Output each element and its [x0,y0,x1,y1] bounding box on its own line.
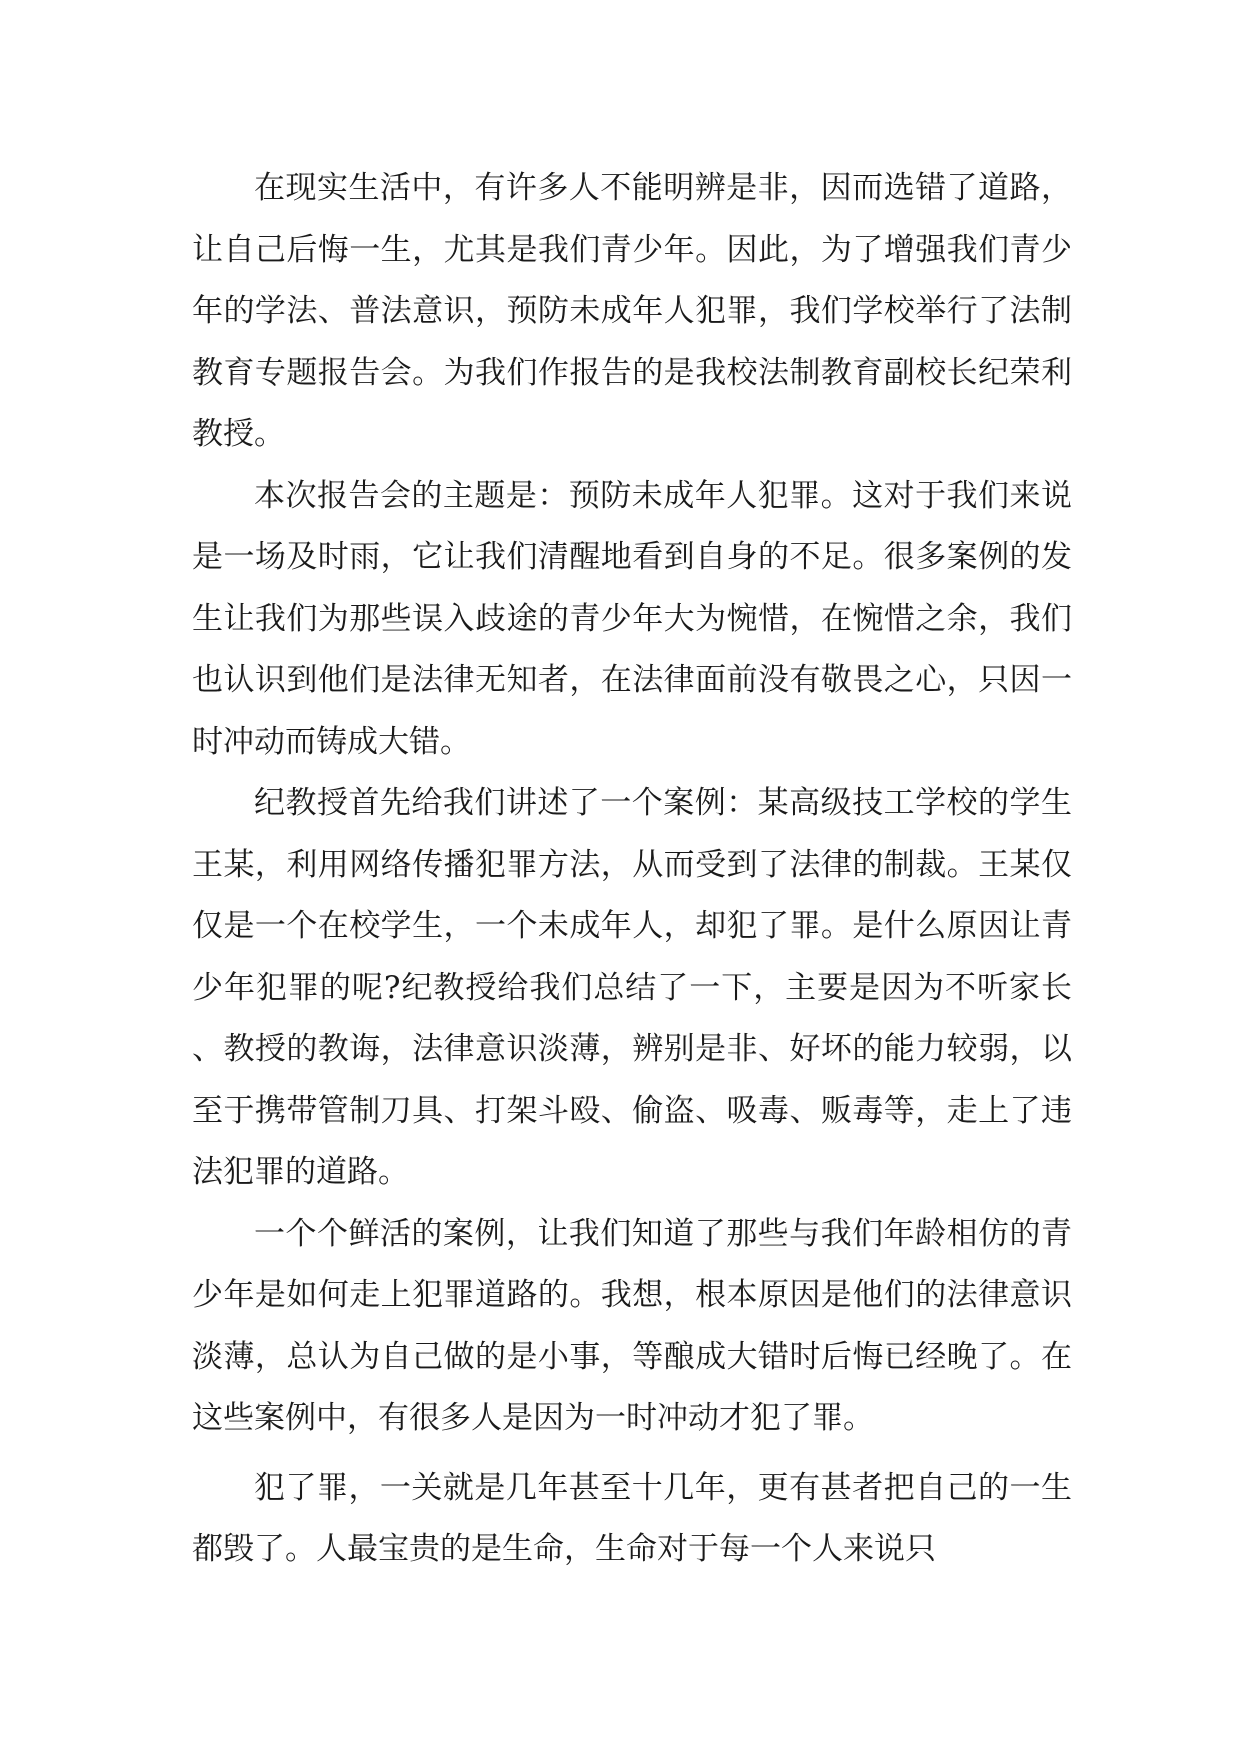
paragraph-5: 犯了罪，一关就是几年甚至十几年，更有甚者把自己的一生都毁了。人最宝贵的是生命，生命对于每一个人来说只 [192,1469,1072,1567]
paragraph-2: 本次报告会的主题是：预防未成年人犯罪。这对于我们来说是一场及时雨，它让我们清醒地看到自身的不足。很多案例的发生让我们为那些误入歧途的青少年大为惋惜，在惋惜之余，我们也认识到他们是法律无知者，在法律面前没有敬畏之心，只因一时冲动而铸成大错。 [192,477,1072,760]
document-body [192,158,1072,1581]
paragraph-4: 一个个鲜活的案例，让我们知道了那些与我们年龄相仿的青少年是如何走上犯罪道路的。我想，根本原因是他们的法律意识淡薄，总认为自己做的是小事，等酿成大错时后悔已经晚了。在这些案例中，有很多人是因为一时冲动才犯了罪。 [192,1215,1072,1436]
paragraph-1: 在现实生活中，有许多人不能明辨是非，因而选错了道路，让自己后悔一生，尤其是我们青少年。因此，为了增强我们青少年的学法、普法意识，预防未成年人犯罪，我们学校举行了法制教育专题报告会。为我们作报告的是我校法制教育副校长纪荣利教授。 [192,170,1072,452]
paragraph-3: 纪教授首先给我们讲述了一个案例：某高级技工学校的学生王某，利用网络传播犯罪方法，从而受到了法律的制裁。王某仅仅是一个在校学生，一个未成年人，却犯了罪。是什么原因让青少年犯罪的呢?纪教授给我们总结了一下，主要是因为不听家长、教授的教诲，法律意识淡薄，辨别是非、好坏的能力较弱，以至于携带管制刀具、打架斗殴、偷盗、吸毒、贩毒等，走上了违法犯罪的道路。 [192,785,1072,1190]
